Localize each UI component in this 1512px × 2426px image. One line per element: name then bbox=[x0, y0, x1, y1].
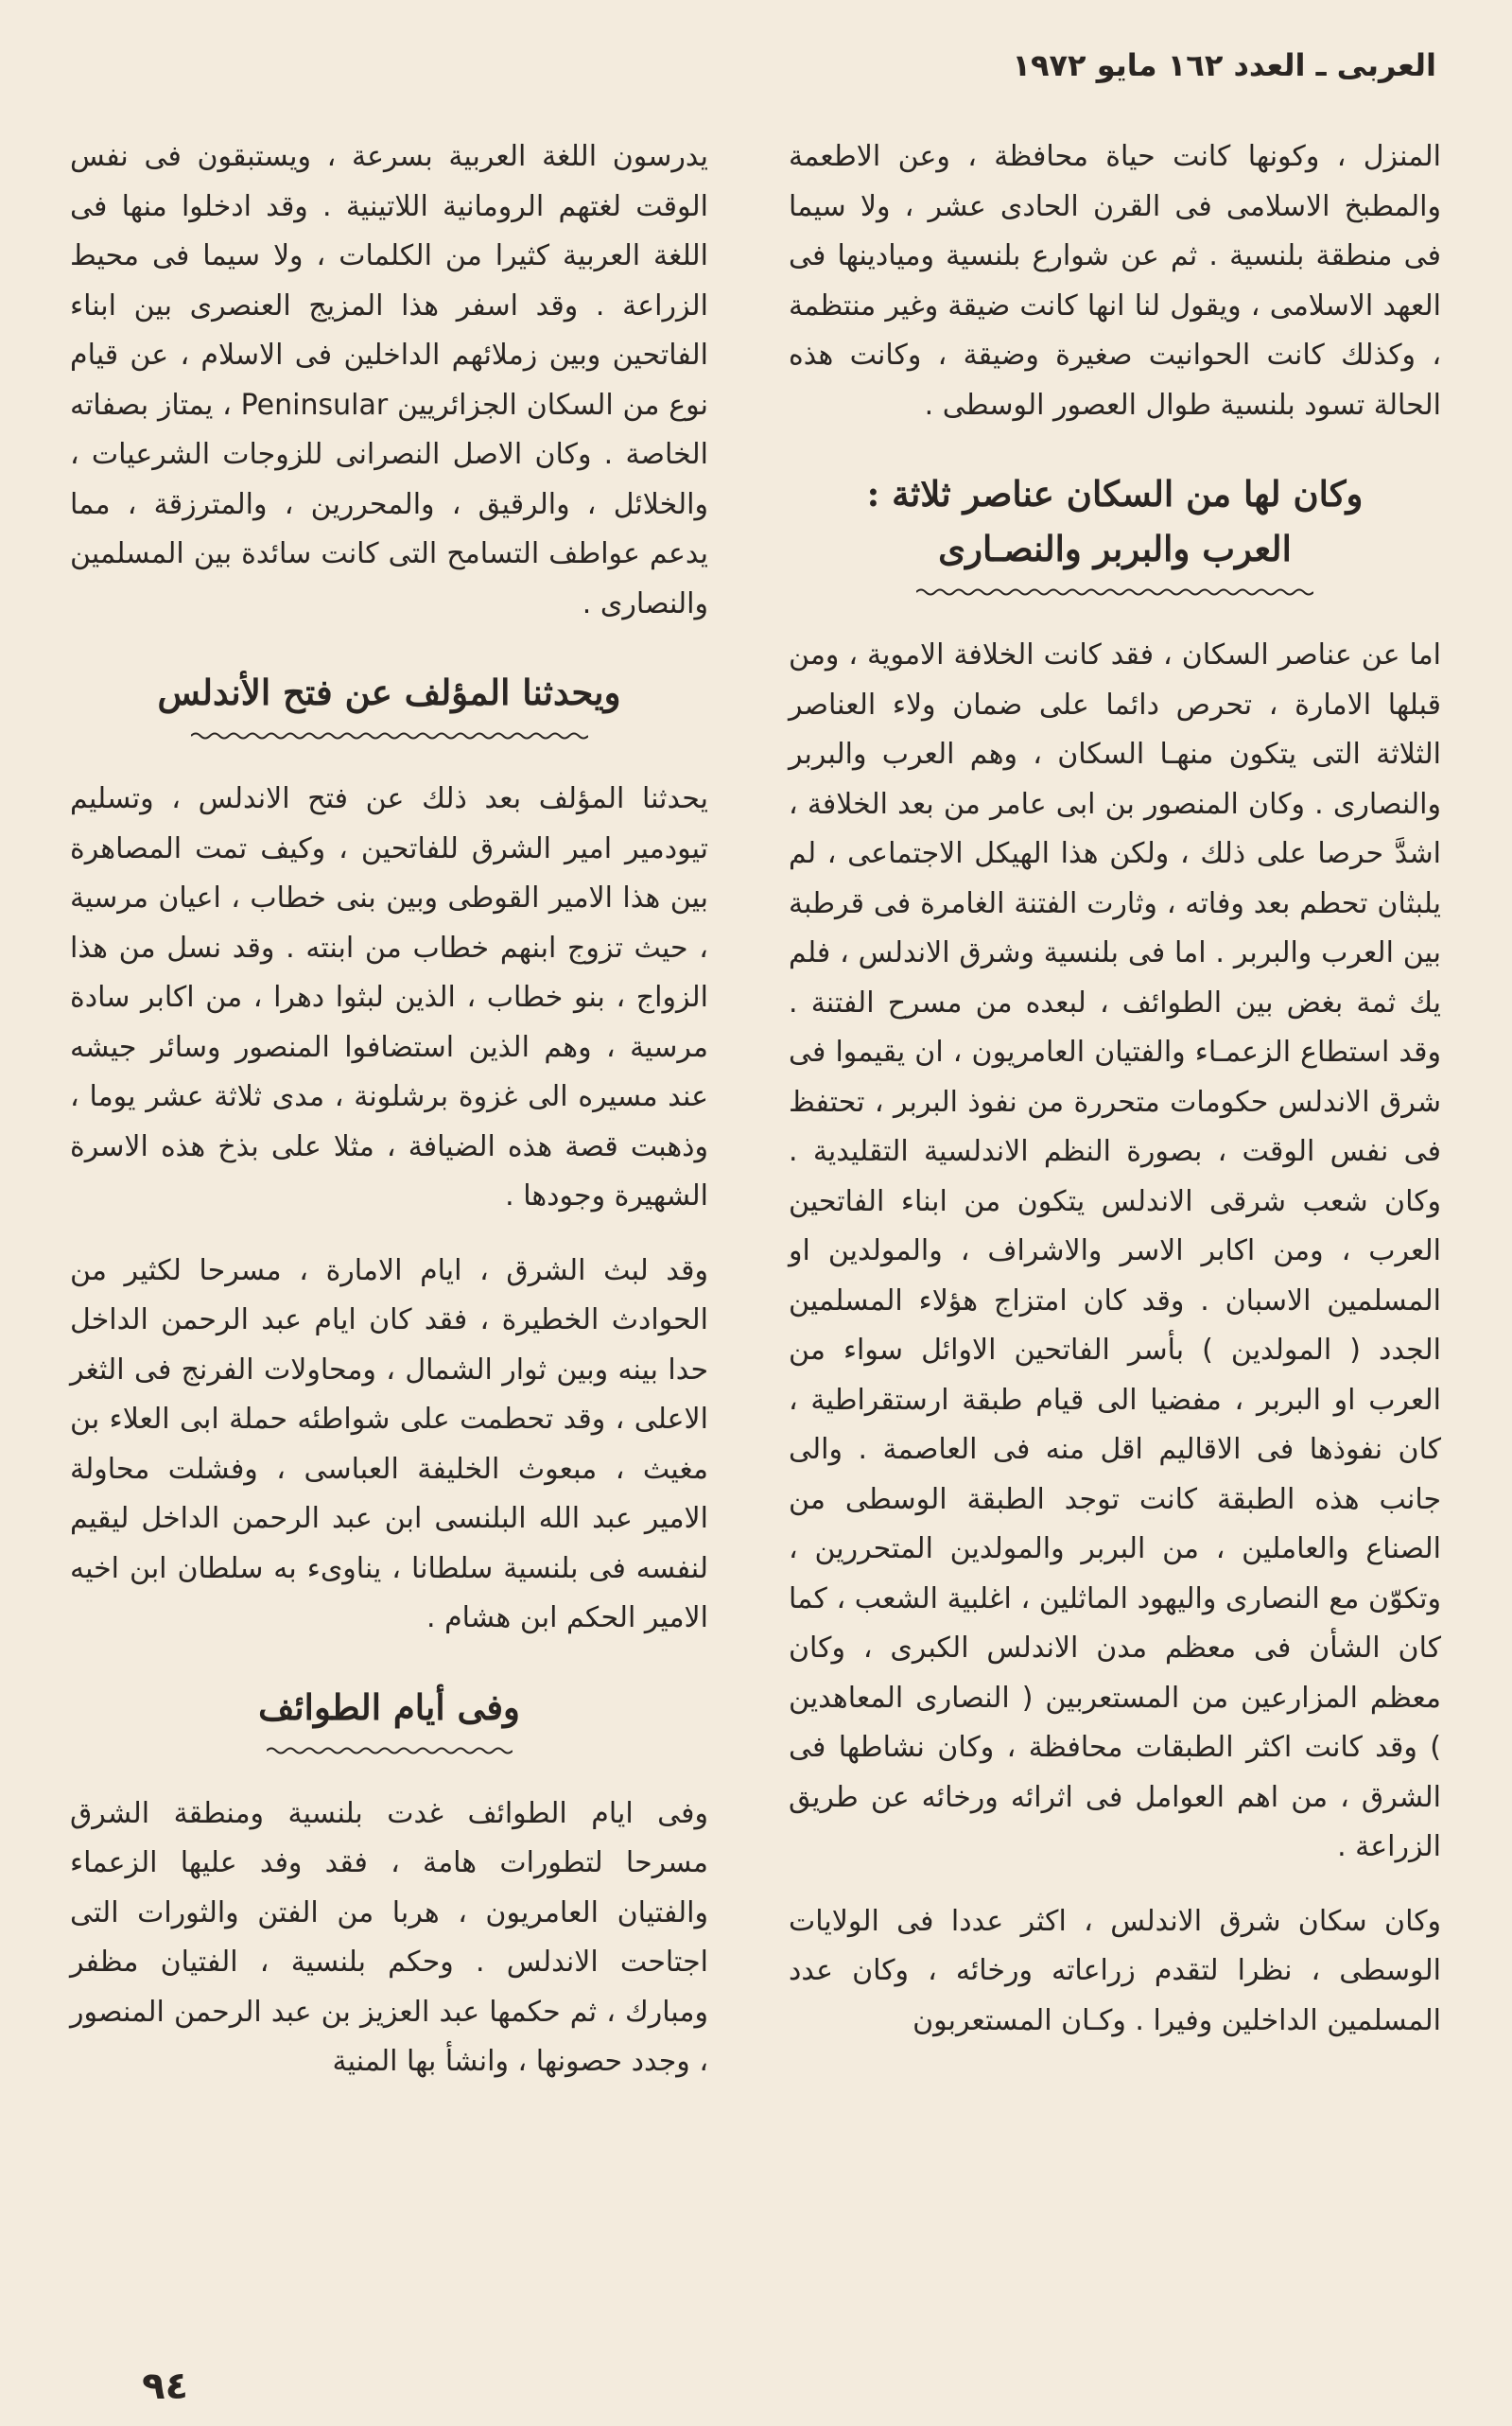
section-heading-conquest bbox=[70, 665, 708, 742]
left-paragraph-2: يحدثنا المؤلف بعد ذلك عن فتح الاندلس ، وتسليم تيودمير امير الشرق للفاتحين ، وكيف تمت المصاهرة بين هذا الامير القوطى وبين بنى خطاب ، اعيان مرسية ، حيث تزوج ابنهم خطاب من ابنته . وقد نسل من هذا الزواج ، بنو خطاب ، الذين لبثوا دهرا ، من اكابر سادة مرسية ، وهم الذين استضافوا المنصور وسائر جيشه عند مسيره الى غزوة برشلونة ، مدى ثلاثة عشر يوما ، وذهبت قصة هذه الضيافة ، مثلا على بذخ هذه الاسرة الشهيرة وجودها . bbox=[70, 782, 708, 1213]
running-head: العربى ـ العدد ١٦٢ مايو ١٩٧٢ bbox=[1012, 47, 1436, 83]
section-heading-population bbox=[789, 466, 1441, 599]
section-heading-taifa-title: وفى أيام الطوائف bbox=[258, 1685, 520, 1728]
section-heading-line-2: العرب والبربر والنصـارى bbox=[938, 528, 1292, 569]
page-number: ٩٤ bbox=[142, 2365, 188, 2408]
left-paragraph-4: وفى ايام الطوائف غدت بلنسية ومنطقة الشرق مسرحا لتطورات هامة ، فقد وفد عليها الزعماء والفتيان العامريون ، هربا من الفتن والثورات التى اجتاحت الاندلس . وحكم بلنسية ، الفتيان مظفر ومبارك ، ثم حكمها عبد العزيز بن عبد الرحمن المنصور ، وجدد حصونها ، وانشأ بها المنية bbox=[70, 1796, 708, 2078]
wavy-rule bbox=[191, 729, 588, 742]
wavy-rule bbox=[267, 1744, 513, 1757]
right-paragraph-2: اما عن عناصر السكان ، فقد كانت الخلافة الاموية ، ومن قبلها الامارة ، تحرص دائما على ضمان ولاء العناصر الثلاثة التى يتكون منهـا السكان ، وهم العرب والبربر والنصارى . وكان المنصور بن ابى عامر من بعد الخلافة ، اشدَّ حرصا على ذلك ، ولكن هذا الهيكل الاجتماعى ، لم يلبثان تحطم بعد وفاته ، وثارت الفتنة الغامرة فى قرطبة بين العرب والبربر . اما فى بلنسية وشرق الاندلس ، فلم يك ثمة بغض بين الطوائف ، لبعده من مسرح الفتنة . وقد استطاع الزعمـاء والفتيان العامريون ، ان يقيموا فى شرق الاندلس حكومات متحررة من نفوذ البربر ، تحتفظ فى نفس الوقت ، بصورة النظم الاندلسية التقليدية . وكان شعب شرقى الاندلس يتكون من ابناء الفاتحين العرب ، ومن اكابر الاسر والاشراف ، والمولدين او المسلمين الاسبان . وقد كان امتزاج هؤلاء المسلمين الجدد ( المولدين ) بأسر الفاتحين الاوائل سواء من العرب او البربر ، مفضيا الى قيام طبقة ارستقراطية ، كان نفوذها فى الاقاليم اقل منه فى العاصمة . والى جانب هذه الطبقة كانت توجد الطبقة الوسطى من الصناع والعاملين ، من البربر والمولدين المتحررين ، وتكوّن مع النصارى واليهود الماثلين ، اغلبية الشعب ، كما كان الشأن فى معظم مدن الاندلس الكبرى ، وكان معظم المزارعين من المستعربين ( النصارى المعاهدين ) وقد كانت اكثر الطبقات محافظة ، وكان نشاطها فى الشرق ، من اهم العوامل فى اثرائه ورخائه عن طريق الزراعة . bbox=[789, 638, 1441, 1863]
section-heading-taifa bbox=[70, 1680, 708, 1757]
wavy-rule bbox=[916, 585, 1313, 599]
left-column bbox=[70, 132, 708, 2112]
left-paragraph-1: يدرسون اللغة العربية بسرعة ، ويستبقون فى نفس الوقت لغتهم الرومانية اللاتينية . وقد ادخلوا منها فى اللغة العربية كثيرا من الكلمات ، ولا سيما فى محيط الزراعة . وقد اسفر هذا المزيج العنصرى بين ابناء الفاتحين وبين زملائهم الداخلين فى الاسلام ، عن قيام نوع من السكان الجزائريين Peninsular ، يمتاز بصفاته الخاصة . وكان الاصل النصرانى للزوجات الشرعيات ، والخلائل ، والرقيق ، والمحررين ، والمترزقة ، مما يدعم عواطف التسامح التى كانت سائدة بين المسلمين والنصارى . bbox=[70, 140, 709, 620]
right-paragraph-1: المنزل ، وكونها كانت حياة محافظة ، وعن الاطعمة والمطبخ الاسلامى فى القرن الحادى عشر ، ولا سيما فى منطقة بلنسية . ثم عن شوارع بلنسية وميادينها فى العهد الاسلامى ، ويقول لنا انها كانت ضيقة وغير منتظمة ، وكذلك كانت الحوانيت صغيرة وضيقة ، وكانت هذه الحالة تسود بلنسية طوال العصور الوسطى . bbox=[789, 140, 1441, 422]
section-heading-line-1: وكان لها من السكان عناصر ثلاثة : bbox=[866, 473, 1364, 515]
section-heading-conquest-title: ويحدثنا المؤلف عن فتح الأندلس bbox=[157, 672, 621, 713]
left-paragraph-3: وقد لبث الشرق ، ايام الامارة ، مسرحا لكثير من الحوادث الخطيرة ، فقد كان ايام عبد الرحمن الداخل حدا بينه وبين ثوار الشمال ، ومحاولات الفرنج فى الثغر الاعلى ، وقد تحطمت على شواطئه حملة ابى العلاء بن مغيث ، مبعوث الخليفة العباسى ، وفشلت محاولة الامير عبد الله البلنسى ابن عبد الرحمن الداخل ليقيم لنفسه فى بلنسية سلطانا ، يناوىء به سلطان ابن اخيه الامير الحكم ابن هشام . bbox=[70, 1253, 708, 1634]
right-column bbox=[789, 132, 1441, 2070]
right-paragraph-3: وكان سكان شرق الاندلس ، اكثر عددا فى الولايات الوسطى ، نظرا لتقدم زراعاته ورخائه ، وكان عدد المسلمين الداخلين وفيرا . وكـان المستعربون bbox=[789, 1904, 1441, 2037]
